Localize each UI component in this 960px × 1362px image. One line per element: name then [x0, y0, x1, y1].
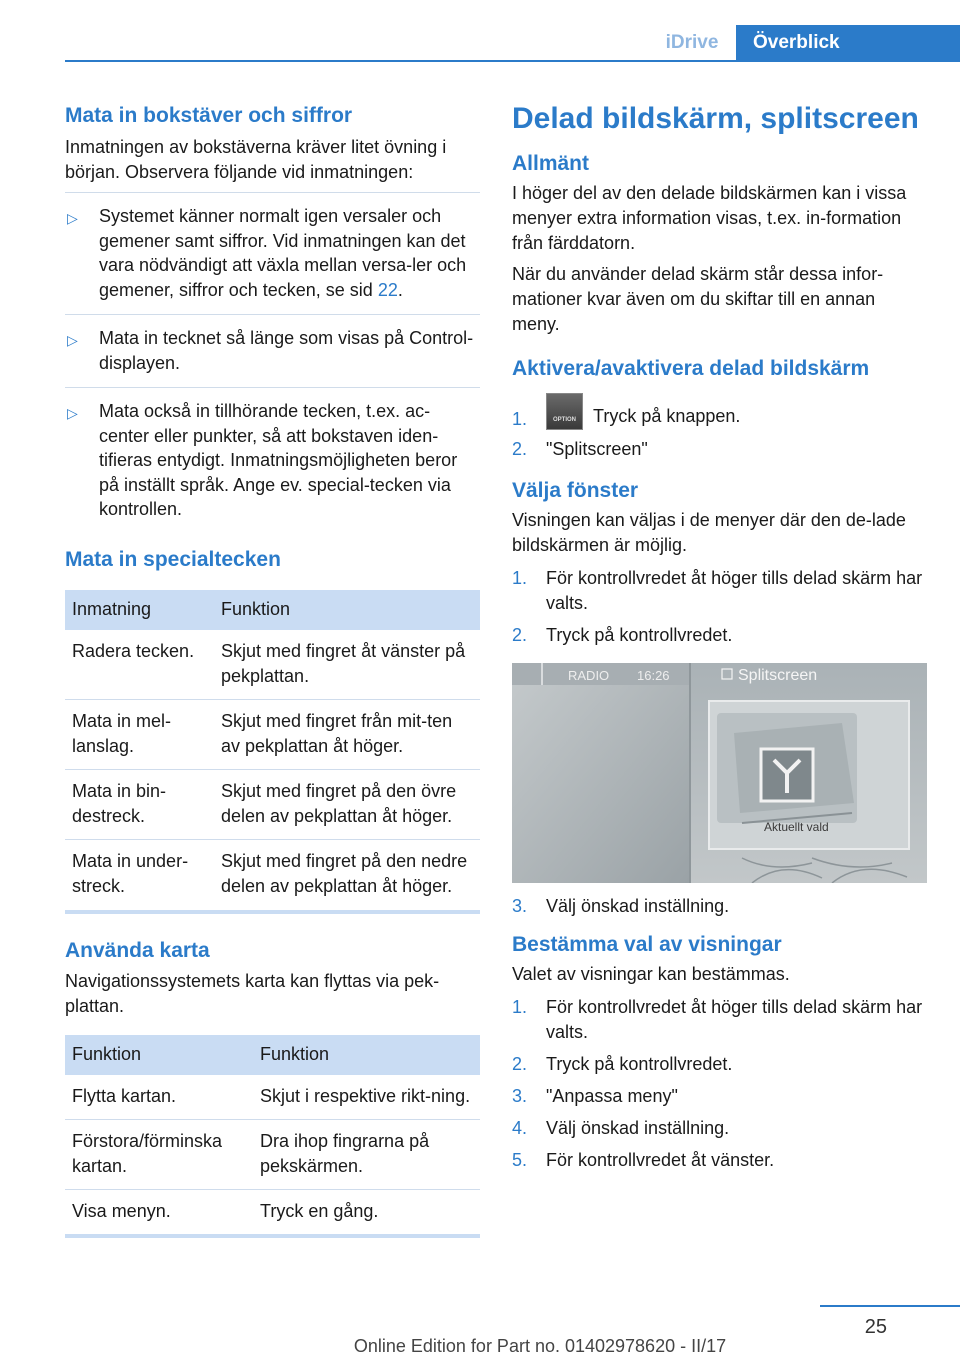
triangle-bullet-icon: ▷ — [67, 210, 78, 226]
table-cell: Mata in bin-destreck. — [65, 769, 214, 839]
step-number: 3. — [512, 896, 528, 916]
column-header: Inmatning — [65, 590, 214, 630]
page-link-22[interactable]: 22 — [377, 279, 398, 300]
bullet-text: Mata också in tillhörande tecken, t.ex. ac-center eller punkter, så att bokstaven iden-tifieras entydigt. Inmatningsmöjligheten beror på inställt språk. Ange ev. special-tecken via kontrollen. — [99, 401, 458, 519]
section-title-activate: Aktivera/avaktivera delad bildskärm — [512, 357, 870, 380]
step-number: 5. — [512, 1150, 528, 1170]
column-header: Funktion — [65, 1035, 253, 1075]
step-text: Välj önskad inställning. — [546, 1118, 730, 1138]
list-item — [512, 1116, 927, 1148]
option-button-label: OPTION — [552, 417, 576, 423]
section-intro-map: Navigationssystemets karta kan flyttas via pek-plattan. — [65, 970, 440, 1016]
table-cell: Tryck en gång. — [253, 1189, 480, 1236]
list-item — [512, 1052, 927, 1084]
select-window-intro: Visningen kan väljas i de menyer där den de-lade bildskärmen är möjlig. — [512, 510, 906, 555]
edition-footer: Online Edition for Part no. 01402978620 - II/17 — [353, 1336, 727, 1356]
select-window-step3 — [512, 894, 927, 919]
table-cell: Skjut i respektive rikt-ning. — [253, 1075, 480, 1120]
section-intro-letters: Inmatningen av bokstäverna kräver litet övning i början. Observera följande vid inmatningen: — [65, 137, 447, 182]
triangle-bullet-icon: ▷ — [67, 405, 78, 421]
table-cell: Skjut med fingret på den nedre delen av pekplattan åt höger. — [214, 839, 480, 912]
step-text: "Anpassa meny" — [546, 1086, 678, 1106]
table-cell: Flytta kartan. — [65, 1075, 253, 1120]
table-row — [65, 839, 480, 912]
table-cell: Skjut med fingret på den övre delen av pekplattan åt höger. — [214, 769, 480, 839]
step-text: För kontrollvredet åt höger tills delad skärm har valts. — [546, 997, 923, 1042]
section-title-map: Använda karta — [65, 938, 210, 962]
option-button-icon — [546, 393, 583, 430]
column-header: Funktion — [253, 1035, 480, 1075]
triangle-bullet-icon: ▷ — [67, 332, 78, 348]
list-item — [65, 388, 480, 528]
section-title-views: Bestämma val av visningar — [512, 933, 782, 956]
section-title-general: Allmänt — [512, 152, 590, 175]
screen-time-label: 16:26 — [637, 668, 670, 683]
table-header-row — [65, 1035, 480, 1075]
screen-splitscreen-label: Splitscreen — [738, 667, 818, 684]
page-title: Delad bildskärm, splitscreen — [512, 102, 919, 135]
table-row — [65, 769, 480, 839]
input-tips-list — [65, 192, 480, 528]
list-item — [512, 437, 927, 462]
table-cell: Mata in mel-lanslag. — [65, 699, 214, 769]
list-item — [512, 995, 927, 1052]
views-steps — [512, 995, 927, 1173]
footer-rule — [820, 1305, 960, 1307]
step-text: För kontrollvredet åt höger tills delad skärm har valts. — [546, 568, 923, 613]
splitscreen-image — [512, 663, 927, 883]
column-header: Funktion — [214, 590, 480, 630]
section-title-letters: Mata in bokstäver och siffror — [65, 104, 353, 127]
list-item — [512, 1084, 927, 1116]
step-number: 2. — [512, 1054, 528, 1074]
table-row — [65, 1119, 480, 1189]
right-column — [512, 102, 927, 1173]
map-table — [65, 1035, 480, 1238]
section-title-select-window: Välja fönster — [512, 479, 639, 502]
tab-overview[interactable]: Överblick — [736, 25, 960, 62]
table-cell: Skjut med fingret från mit-ten av pekplattan åt höger. — [214, 699, 480, 769]
splitscreen-illustration — [512, 663, 927, 883]
step-text: "Splitscreen" — [546, 439, 648, 459]
step-number: 1. — [512, 409, 528, 429]
screen-radio-label: RADIO — [568, 668, 610, 683]
list-item: ▷ Systemet känner normalt igen versaler och gemener samt siffror. Vid inmatningen kan det vara nödvändigt att växla mellan versa-ler och gemener, siffror och tecken, se sid 22. — [65, 192, 480, 315]
list-item — [512, 623, 927, 648]
table-row — [65, 1189, 480, 1236]
table-cell: Skjut med fingret åt vänster på pekplattan. — [214, 630, 480, 700]
step-text: Tryck på knappen. — [593, 406, 741, 426]
header-rule — [65, 60, 960, 62]
step-text: För kontrollvredet åt vänster. — [546, 1150, 775, 1170]
general-paragraph-2: När du använder delad skärm står dessa infor-mationer kvar även om du skiftar till en annan meny. — [512, 264, 884, 334]
table-cell: Mata in under-streck. — [65, 839, 214, 912]
step-number: 1. — [512, 568, 528, 588]
left-column — [65, 102, 480, 1238]
page-number: 25 — [864, 1316, 887, 1338]
table-header-row — [65, 590, 480, 630]
views-intro: Valet av visningar kan bestämmas. — [512, 964, 790, 984]
step-number: 2. — [512, 625, 528, 645]
list-item — [512, 894, 927, 919]
table-cell: Förstora/förminska kartan. — [65, 1119, 253, 1189]
bullet-text: Systemet känner normalt igen versaler och gemener samt siffror. Vid inmatningen kan det vara nödvändigt att växla mellan versa-ler och gemener, siffror och tecken, se sid — [99, 206, 467, 300]
table-row — [65, 630, 480, 700]
list-item — [512, 566, 927, 623]
table-row — [65, 1075, 480, 1120]
step-number: 2. — [512, 439, 528, 459]
step-number: 4. — [512, 1118, 528, 1138]
general-paragraph-1: I höger del av den delade bildskärmen kan i vissa menyer extra information visas, t.ex. in-formation från färddatorn. — [512, 183, 907, 253]
table-cell: Dra ihop fingrarna på pekskärmen. — [253, 1119, 480, 1189]
activate-steps — [512, 393, 927, 462]
step-number: 3. — [512, 1086, 528, 1106]
list-item — [512, 393, 927, 437]
special-characters-table — [65, 590, 480, 914]
section-title-special: Mata in specialtecken — [65, 547, 281, 571]
select-window-steps — [512, 566, 927, 648]
list-item — [65, 315, 480, 388]
step-text: Tryck på kontrollvredet. — [546, 625, 733, 645]
list-item — [512, 1148, 927, 1173]
tab-idrive[interactable]: iDrive — [665, 32, 719, 53]
step-text: Välj önskad inställning. — [546, 896, 730, 916]
table-cell: Radera tecken. — [65, 630, 214, 700]
bullet-text: Mata in tecknet så länge som visas på Control-displayen. — [99, 328, 474, 373]
step-text: Tryck på kontrollvredet. — [546, 1054, 733, 1074]
table-row — [65, 699, 480, 769]
screen-current-label: Aktuellt vald — [764, 820, 829, 834]
step-number: 1. — [512, 997, 528, 1017]
table-cell: Visa menyn. — [65, 1189, 253, 1236]
